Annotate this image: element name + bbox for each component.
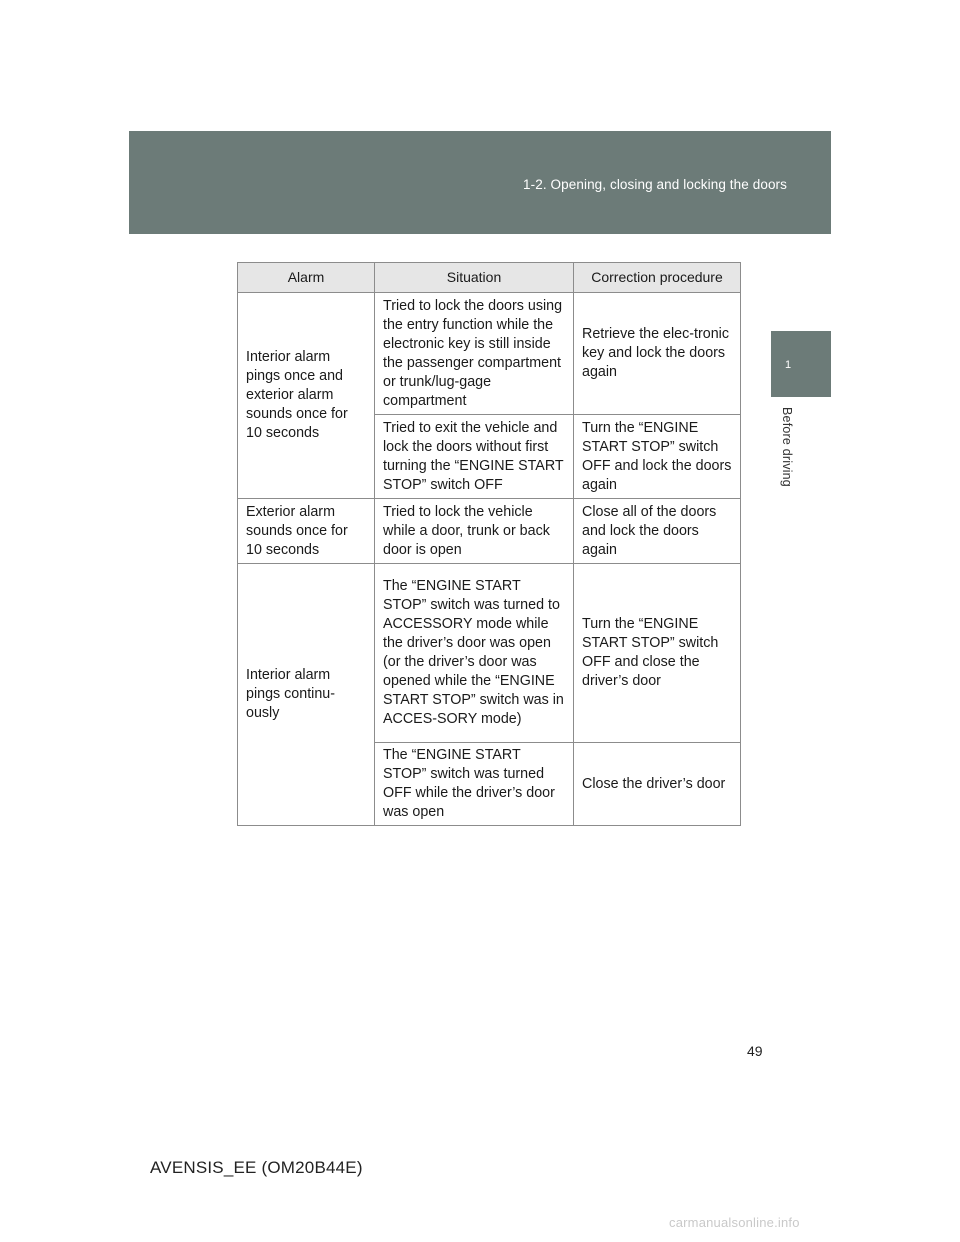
correction-cell: Retrieve the elec-tronic key and lock the doors again — [574, 293, 741, 415]
situation-cell: Tried to lock the doors using the entry function while the electronic key is still inside the passenger compartment or trunk/lug-gage compartment — [375, 293, 574, 415]
table-row — [238, 499, 741, 564]
watermark-text: carmanualsonline.info — [669, 1215, 800, 1230]
header-alarm: Alarm — [238, 263, 375, 293]
table-row — [238, 564, 741, 743]
chapter-label: Before driving — [780, 407, 794, 487]
correction-cell: Turn the “ENGINE START STOP” switch OFF and close the driver’s door — [574, 564, 741, 743]
situation-cell: The “ENGINE START STOP” switch was turned OFF while the driver’s door was open — [375, 743, 574, 826]
alarm-cell: Interior alarm pings once and exterior alarm sounds once for 10 seconds — [238, 293, 375, 499]
header-situation: Situation — [375, 263, 574, 293]
model-code: AVENSIS_EE (OM20B44E) — [150, 1158, 363, 1177]
correction-cell: Close all of the doors and lock the doors again — [574, 499, 741, 564]
situation-cell: Tried to exit the vehicle and lock the doors without first turning the “ENGINE START STOP” switch OFF — [375, 415, 574, 499]
chapter-number: 1 — [785, 359, 792, 371]
section-title: 1-2. Opening, closing and locking the doors — [523, 177, 787, 192]
correction-cell: Turn the “ENGINE START STOP” switch OFF and lock the doors again — [574, 415, 741, 499]
situation-cell: The “ENGINE START STOP” switch was turned to ACCESSORY mode while the driver’s door was open (or the driver’s door was opened while the “ENGINE START STOP” switch was in ACCES-SORY mode) — [375, 564, 574, 743]
section-header-band — [129, 131, 831, 234]
page-number: 49 — [747, 1043, 763, 1059]
header-correction: Correction procedure — [574, 263, 741, 293]
alarm-table — [237, 262, 741, 826]
alarm-cell: Exterior alarm sounds once for 10 seconds — [238, 499, 375, 564]
table-header-row — [238, 263, 741, 293]
situation-cell: Tried to lock the vehicle while a door, trunk or back door is open — [375, 499, 574, 564]
correction-cell: Close the driver’s door — [574, 743, 741, 826]
chapter-tab — [771, 331, 831, 397]
alarm-cell: Interior alarm pings continu-ously — [238, 564, 375, 826]
table-row — [238, 293, 741, 415]
